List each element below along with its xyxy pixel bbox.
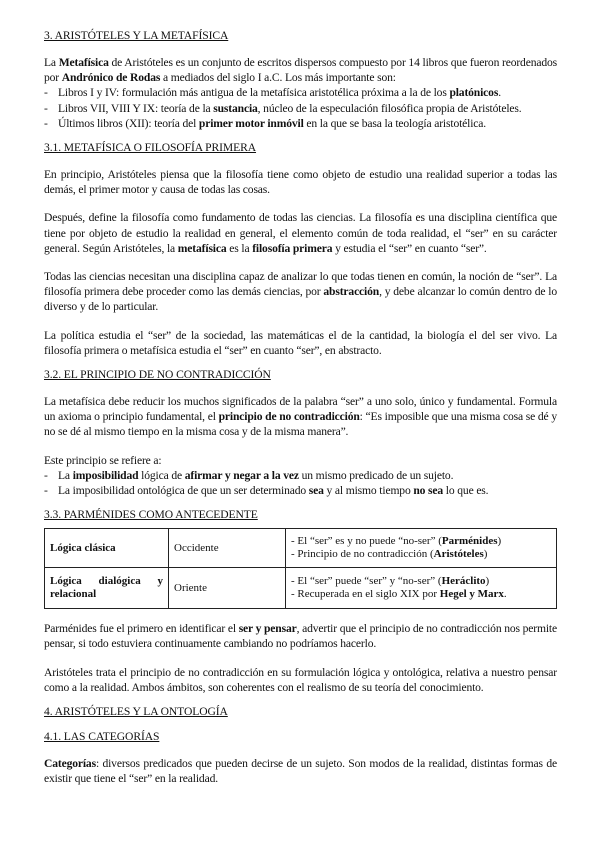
document-page: [44, 26, 557, 786]
text: La: [44, 56, 59, 69]
section-3-2-paragraph-1: La metafísica debe reducir los muchos significados de la palabra “ser” a uno solo, único y fundamental. Formula un axioma o principio fundamental, el principio de no contradicción: “Es imposible que una misma cosa se dé y no se dé al mismo tiempo en la misma cosa y de la misma manera”.: [44, 395, 557, 439]
section-3-1-heading: 3.1. METAFÍSICA O FILOSOFÍA PRIMERA: [44, 141, 257, 155]
logic-comparison-table: [44, 528, 557, 609]
section-3-2-paragraph-2: Este principio se refiere a:: [44, 453, 162, 467]
text: de Aristóteles es un conjunto de escritos dispersos compuesto por 14 libros que fueron reordenados por: [44, 56, 557, 85]
list-item: - Últimos libros (XII): teoría del primer motor inmóvil en la que se basa la teología aristotélica.: [44, 116, 557, 131]
section-3-3-paragraph-1: Parménides fue el primero en identificar el ser y pensar, advertir que el principio de no contradicción nos permite pensar, si todo estuviera continuamente cambiando no podríamos hacerlo.: [44, 622, 558, 651]
section-3-intro: [44, 55, 557, 85]
table-cell-label: [45, 568, 169, 609]
list-item: - La imposibilidad lógica de afirmar y negar a la vez un mismo predicado de un sujeto.: [44, 468, 557, 483]
table-cell-description: - El “ser” es y no puede “no-ser” (Parménides) - Principio de no contradicción (Aristóteles): [286, 529, 557, 568]
label-line: Lógica dialógica y: [50, 574, 163, 587]
section-4-1-heading: 4.1. LAS CATEGORÍAS: [44, 730, 160, 744]
table-cell-label: Lógica clásica: [45, 529, 169, 568]
section-3-1-paragraph-2: Después, define la filosofía como fundamento de todas las ciencias. La filosofía es una disciplina científica que tiene por objeto de estudio la realidad en general, el elemento común de toda realidad, el “ser” en su carácter general. Según Aristóteles, la metafísica es la filosofía primera y estudia el “ser” en cuanto “ser”.: [44, 211, 557, 255]
text: a mediados del siglo I a.C. Los más importante son:: [160, 71, 396, 85]
list-item: - La imposibilidad ontológica de que un ser determinado sea y al mismo tiempo no sea lo que es.: [44, 483, 557, 498]
section-4-heading: 4. ARISTÓTELES Y LA ONTOLOGÍA: [44, 705, 228, 719]
table-cell-region: Oriente: [169, 568, 286, 609]
section-3-2-list: [44, 468, 557, 498]
section-3-2-heading: 3.2. EL PRINCIPIO DE NO CONTRADICCIÓN: [44, 368, 271, 382]
section-3-3-heading: 3.3. PARMÉNIDES COMO ANTECEDENTE: [44, 508, 258, 522]
section-3-1-paragraph-3: Todas las ciencias necesitan una disciplina capaz de analizar lo que todas tienen en común, la noción de “ser”. La filosofía primera debe proceder como las demás ciencias, por abstracción, y debe alcanzar lo común dentro de lo diverso y de lo particular.: [44, 270, 557, 314]
section-3-1-paragraph-4: La política estudia el “ser” de la sociedad, las matemáticas el de la cantidad, la biología el del ser vivo. La filosofía primera o metafísica estudia el “ser” en cuanto “ser”, en abstracto.: [44, 328, 557, 357]
section-3-1-paragraph-1: En principio, Aristóteles piensa que la filosofía tiene como objeto de estudio una realidad superior a todas las demás, el primer motor y causa de todas las cosas.: [44, 168, 557, 197]
section-3-book-list: [44, 85, 557, 131]
section-3-heading: 3. ARISTÓTELES Y LA METAFÍSICA: [44, 29, 229, 42]
list-item: - Libros I y IV: formulación más antigua de la metafísica aristotélica próxima a la de los platónicos.: [44, 85, 557, 100]
bold-term: Metafísica: [58, 56, 109, 69]
table-row: [45, 568, 557, 609]
section-4-1-paragraph-1: Categorías: diversos predicados que pueden decirse de un sujeto. Son modos de la realidad, distintas formas de existir que tiene el “ser” en la realidad.: [44, 757, 557, 786]
table-cell-region: Occidente: [169, 529, 286, 568]
table-row: [45, 529, 557, 568]
bold-term: Andrónico de Rodas: [61, 71, 161, 85]
label-line: relacional: [50, 588, 97, 601]
list-item: - Libros VII, VIII Y IX: teoría de la sustancia, núcleo de la especulación filosófica propia de Aristóteles.: [44, 101, 557, 116]
section-3-3-paragraph-2: Aristóteles trata el principio de no contradicción en su formulación lógica y ontológica, relativa a nuestro pensar como a la realidad. Ambos ámbitos, son coherentes con el realismo de su teoría del conocimiento.: [44, 665, 557, 694]
table-cell-description: - El “ser” puede “ser” y “no-ser” (Heráclito) - Recuperada en el siglo XIX por Hegel y Marx.: [286, 568, 557, 609]
